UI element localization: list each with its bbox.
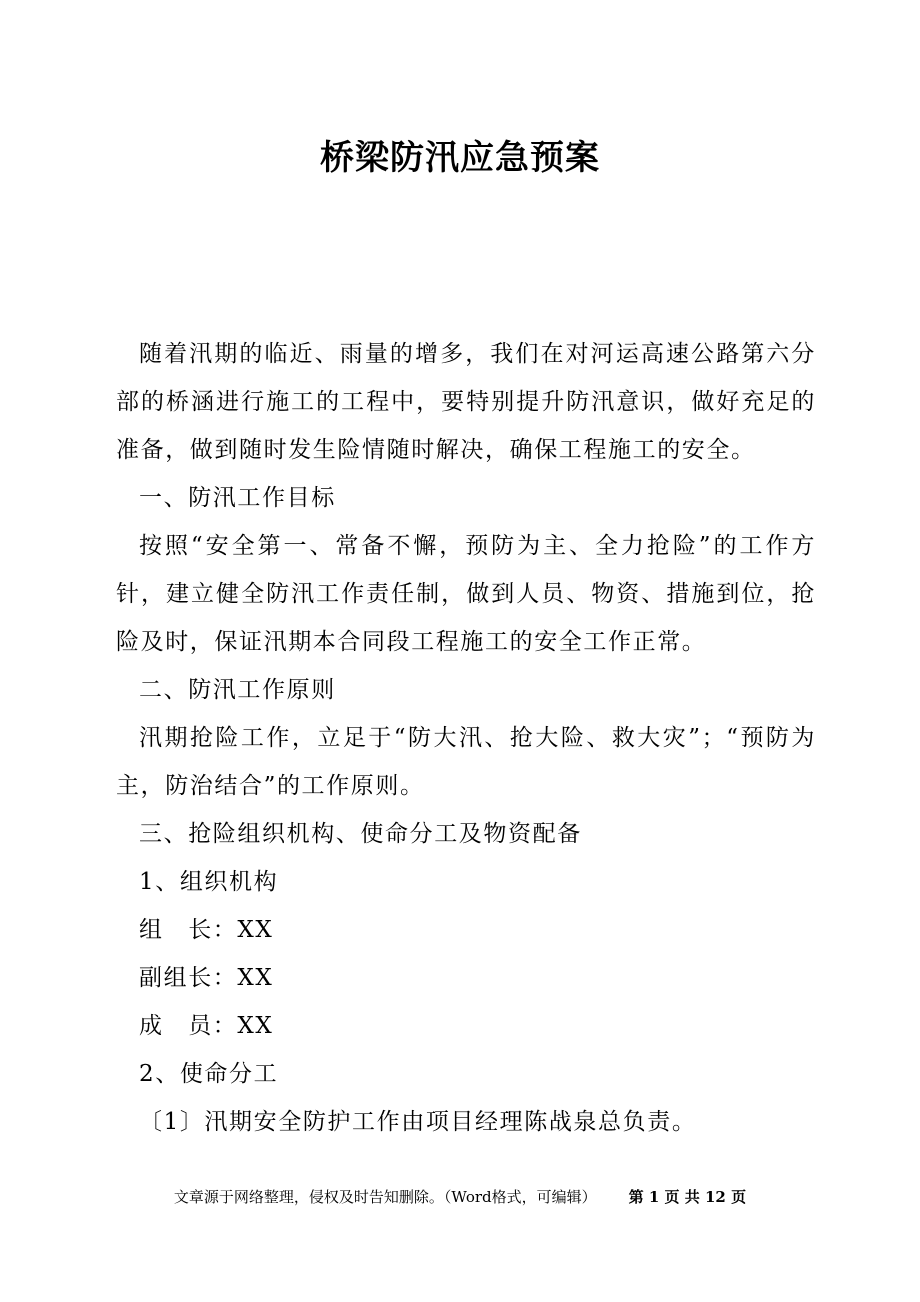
paragraph-principle: 汛期抢险工作，立足于“防大汛、抢大险、救大灾”；“预防为主，防治结合”的工作原则。 bbox=[116, 725, 816, 799]
document-body bbox=[116, 330, 816, 1146]
paragraph-task-1: 〔1〕汛期安全防护工作由项目经理陈战泉总负责。 bbox=[139, 1109, 697, 1135]
line-members: 成 员：XX bbox=[139, 1013, 274, 1039]
page-footer bbox=[0, 1186, 920, 1207]
paragraph-goal: 按照“安全第一、常备不懈，预防为主、全力抢险”的工作方针，建立健全防汛工作责任制，做到人员、物资、措施到位，抢险及时，保证汛期本合同段工程施工的安全工作正常。 bbox=[116, 533, 816, 655]
paragraph-intro: 随着汛期的临近、雨量的增多，我们在对河运高速公路第六分部的桥涵进行施工的工程中，要特别提升防汛意识，做好充足的准备，做到随时发生险情随时解决，确保工程施工的安全。 bbox=[116, 341, 816, 463]
footer-note: 文章源于网络整理，侵权及时告知删除。（Word格式，可编辑） bbox=[173, 1188, 597, 1206]
subheading-structure: 1、组织机构 bbox=[139, 869, 279, 895]
heading-goal: 一、防汛工作目标 bbox=[139, 485, 336, 511]
heading-organization: 三、抢险组织机构、使命分工及物资配备 bbox=[139, 821, 582, 847]
subheading-tasks: 2、使命分工 bbox=[139, 1061, 279, 1087]
page-number: 第 1 页 共 12 页 bbox=[628, 1188, 747, 1206]
line-deputy-leader: 副组长：XX bbox=[139, 965, 274, 991]
heading-principle: 二、防汛工作原则 bbox=[139, 677, 336, 703]
document-title: 桥梁防汛应急预案 bbox=[320, 138, 600, 178]
line-leader: 组 长：XX bbox=[139, 917, 274, 943]
